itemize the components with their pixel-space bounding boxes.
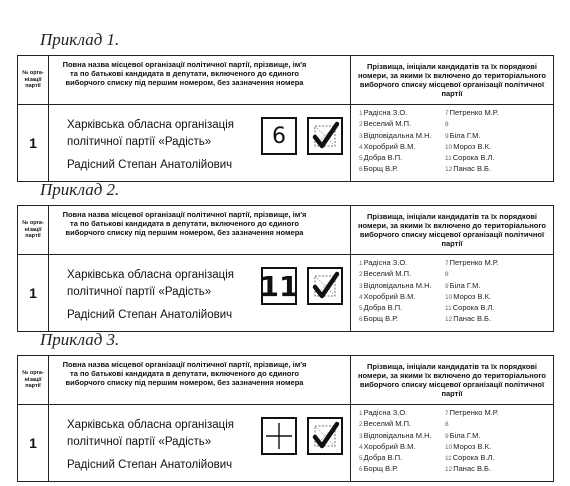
candidate-number: 12 [445, 166, 453, 174]
candidate-entry [359, 292, 445, 303]
candidate-name: Сорока В.Л. [452, 303, 495, 313]
candidate-entry [445, 281, 498, 292]
candidate-column-right [445, 258, 498, 331]
candidate-entry [359, 408, 445, 419]
party-vote-box[interactable] [307, 117, 343, 155]
candidate-name: Мороз В.К. [453, 291, 492, 301]
candidate-number: 8 [445, 271, 449, 279]
candidate-entry [445, 303, 498, 314]
candidate-list [351, 105, 553, 181]
candidate-number: 6 [359, 166, 363, 174]
candidate-name: Радісна З.О. [363, 108, 408, 117]
checkmark-icon [309, 419, 341, 453]
org-name-line1: Харківська обласна організація [67, 119, 234, 131]
candidate-column-right [445, 408, 498, 481]
candidate-name: Відповідальна М.Н. [363, 130, 432, 140]
candidate-name: Біла Г.М. [449, 430, 481, 440]
candidate-entry [445, 314, 498, 325]
candidate-number: 2 [359, 421, 363, 429]
candidate-number: 3 [359, 432, 363, 440]
candidate-entry [445, 464, 498, 475]
candidate-name: Сорока В.Л. [452, 453, 495, 463]
candidate-name: Петренко М.Р. [449, 258, 499, 267]
party-vote-box[interactable] [307, 417, 343, 455]
candidate-number: 5 [359, 455, 363, 463]
header-organization: Повна назва місцевої організації політичної партії, прізвище, ім'я та по батькові кандидата в депутати, включеного до єдиного виборчого списку під першим номером, без зазначення номера [62, 60, 307, 87]
ballot-table [17, 205, 554, 332]
candidate-name: Відповідальна М.Н. [363, 280, 432, 290]
candidate-entry [359, 419, 445, 430]
candidate-name: Хоробрий В.М. [363, 291, 416, 301]
candidate-number: 10 [445, 293, 453, 301]
candidate-entry [445, 431, 498, 442]
candidate-number: 4 [359, 443, 363, 451]
example-title: Приклад 3. [40, 330, 120, 349]
header-candidates: Прізвища, ініціали кандидатів та їх порядкові номери, за якими їх включено до територіального виборчого списку місцевої організації політичної партії [358, 362, 546, 398]
candidate-number: 10 [445, 443, 453, 451]
ballot-party-row [18, 105, 553, 181]
candidate-list [351, 255, 553, 331]
candidate-name: Добра В.П. [363, 453, 403, 463]
candidate-entry [359, 164, 445, 175]
candidate-entry [359, 258, 445, 269]
example-title: Приклад 1. [40, 30, 120, 49]
candidate-entry [445, 142, 498, 153]
org-name-line2: політичної партії «Радість» [67, 286, 212, 298]
candidate-number: 11 [445, 305, 452, 313]
candidate-number: 5 [359, 305, 363, 313]
candidate-entry [359, 453, 445, 464]
candidate-number: 1 [359, 260, 363, 267]
party-leader: Радісний Степан Анатолійович [67, 159, 233, 171]
candidate-number: 5 [359, 155, 363, 163]
candidate-name: Борщ В.Р. [363, 314, 398, 324]
candidate-number: 7 [445, 110, 449, 117]
ballot-party-row [18, 405, 553, 481]
party-number: 1 [29, 135, 37, 151]
candidate-entry [359, 464, 445, 475]
candidate-name: Панас В.Б. [453, 314, 492, 324]
candidate-name: Добра В.П. [363, 303, 403, 313]
candidate-name: Веселий М.П. [363, 119, 412, 129]
candidate-name: Радісна З.О. [363, 258, 408, 267]
header-candidates: Прізвища, ініціали кандидатів та їх порядкові номери, за якими їх включено до територіального виборчого списку місцевої організації політичної партії [358, 212, 546, 248]
candidate-entry [359, 442, 445, 453]
header-organization: Повна назва місцевої організації політичної партії, прізвище, ім'я та по батькові кандидата в депутати, включеного до єдиного виборчого списку під першим номером, без зазначення номера [62, 360, 307, 387]
handwritten-number: 11 [259, 269, 299, 303]
candidate-entry [445, 269, 498, 280]
candidate-number: 10 [445, 143, 453, 151]
header-number: № орга-нізації партії [22, 370, 44, 390]
candidate-entry [445, 108, 498, 119]
checkmark-icon [309, 119, 341, 153]
candidate-entry [359, 108, 445, 119]
candidate-name: Біла Г.М. [449, 130, 481, 140]
ballot-header-row [18, 356, 553, 405]
checkmark-icon [309, 269, 341, 303]
cross-mark-icon [263, 419, 295, 453]
candidate-number: 9 [445, 132, 449, 140]
candidate-name: Панас В.Б. [453, 464, 492, 474]
candidate-entry [445, 164, 498, 175]
candidate-name: Борщ В.Р. [363, 464, 398, 474]
candidate-number: 11 [445, 155, 452, 163]
candidate-entry [359, 131, 445, 142]
candidate-number: 12 [445, 466, 453, 474]
org-name-line1: Харківська обласна організація [67, 269, 234, 281]
candidate-entry [445, 408, 498, 419]
party-leader: Радісний Степан Анатолійович [67, 459, 233, 471]
party-number: 1 [29, 435, 37, 451]
candidate-number: 11 [445, 455, 452, 463]
ballot-table [17, 355, 554, 482]
candidate-number: 1 [359, 110, 363, 117]
ballot-table [17, 55, 554, 182]
candidate-number: 3 [359, 282, 363, 290]
candidate-name: Біла Г.М. [449, 280, 481, 290]
candidate-number: 7 [445, 260, 449, 267]
candidate-entry [445, 453, 498, 464]
candidate-entry [359, 142, 445, 153]
candidate-number: 4 [359, 143, 363, 151]
candidate-name: Відповідальна М.Н. [363, 430, 432, 440]
candidate-name: Сорока В.Л. [452, 153, 495, 163]
candidate-name: Радісна З.О. [363, 408, 408, 417]
candidate-number: 12 [445, 316, 453, 324]
party-number: 1 [29, 285, 37, 301]
ballot-header-row [18, 56, 553, 105]
candidate-number: 8 [445, 421, 449, 429]
candidate-entry [359, 314, 445, 325]
candidate-number: 4 [359, 293, 363, 301]
party-leader: Радісний Степан Анатолійович [67, 309, 233, 321]
header-number: № орга-нізації партії [22, 70, 44, 90]
org-name-line2: політичної партії «Радість» [67, 436, 212, 448]
party-vote-box[interactable] [307, 267, 343, 305]
candidate-number: 7 [445, 410, 449, 417]
preferential-vote-box[interactable] [261, 117, 297, 155]
candidate-column-left [359, 408, 445, 481]
candidate-entry [359, 281, 445, 292]
header-organization: Повна назва місцевої організації політичної партії, прізвище, ім'я та по батькові кандидата в депутати, включеного до єдиного виборчого списку під першим номером, без зазначення номера [62, 210, 307, 237]
candidate-entry [445, 119, 498, 130]
candidate-list [351, 405, 553, 481]
candidate-name: Веселий М.П. [363, 269, 412, 279]
candidate-name: Веселий М.П. [363, 419, 412, 429]
org-name-line2: політичної партії «Радість» [67, 136, 212, 148]
candidate-name: Добра В.П. [363, 153, 403, 163]
candidate-name: Мороз В.К. [453, 141, 492, 151]
candidate-entry [445, 258, 498, 269]
candidate-entry [445, 419, 498, 430]
candidate-column-left [359, 258, 445, 331]
candidate-name: Хоробрий В.М. [363, 141, 416, 151]
candidate-name: Мороз В.К. [453, 441, 492, 451]
candidate-entry [359, 431, 445, 442]
candidate-number: 6 [359, 316, 363, 324]
candidate-entry [445, 131, 498, 142]
candidate-number: 2 [359, 121, 363, 129]
ballot-party-row [18, 255, 553, 331]
candidate-entry [359, 303, 445, 314]
candidate-name: Панас В.Б. [453, 164, 492, 174]
candidate-name: Борщ В.Р. [363, 164, 398, 174]
example-title: Приклад 2. [40, 180, 120, 199]
candidate-column-left [359, 108, 445, 181]
candidate-number: 8 [445, 121, 449, 129]
candidate-number: 9 [445, 282, 449, 290]
candidate-entry [359, 153, 445, 164]
candidate-column-right [445, 108, 498, 181]
candidate-entry [359, 119, 445, 130]
candidate-name: Хоробрий В.М. [363, 441, 416, 451]
preferential-vote-box[interactable] [261, 267, 297, 305]
preferential-vote-box[interactable] [261, 417, 297, 455]
candidate-number: 2 [359, 271, 363, 279]
org-name-line1: Харківська обласна організація [67, 419, 234, 431]
header-number: № орга-нізації партії [22, 220, 44, 240]
handwritten-number: 6 [272, 123, 286, 149]
candidate-number: 6 [359, 466, 363, 474]
candidate-entry [445, 292, 498, 303]
candidate-entry [445, 153, 498, 164]
candidate-number: 9 [445, 432, 449, 440]
candidate-name: Петренко М.Р. [449, 108, 499, 117]
candidate-name: Петренко М.Р. [449, 408, 499, 417]
candidate-number: 3 [359, 132, 363, 140]
candidate-number: 1 [359, 410, 363, 417]
header-candidates: Прізвища, ініціали кандидатів та їх порядкові номери, за якими їх включено до територіального виборчого списку місцевої організації політичної партії [358, 62, 546, 98]
candidate-entry [445, 442, 498, 453]
candidate-entry [359, 269, 445, 280]
ballot-header-row [18, 206, 553, 255]
